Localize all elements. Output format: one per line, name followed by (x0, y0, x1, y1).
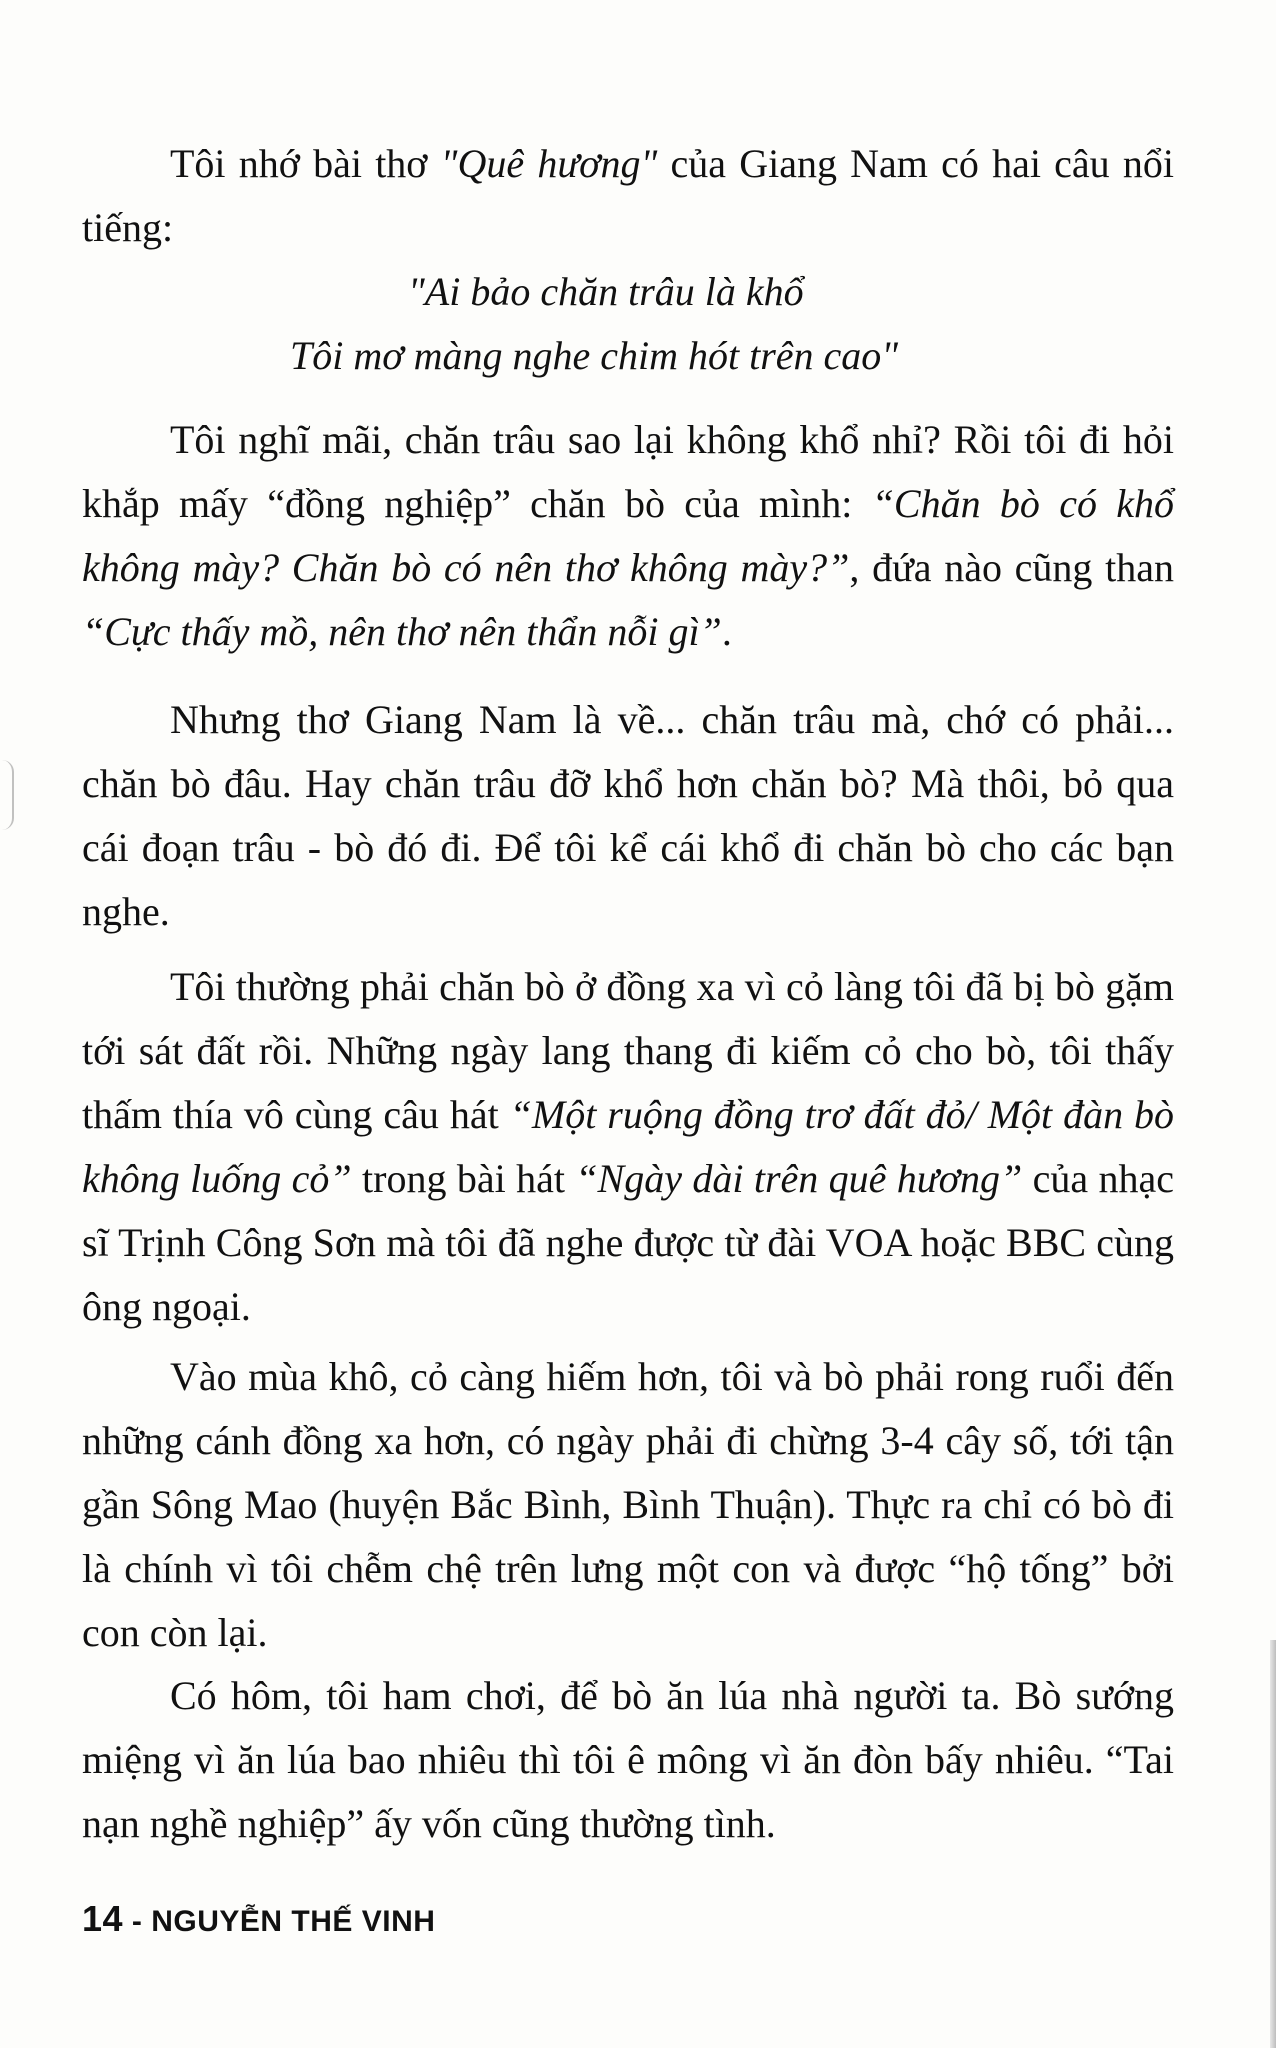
paragraph-5 (82, 1345, 1174, 1665)
paragraph-1-tail: của Giang Nam có hai câu nổi tiếng: (82, 141, 1174, 250)
paragraph-3-text: Nhưng thơ Giang Nam là về... chăn trâu mà, chớ có phải... chăn bò đâu. Hay chăn trâu đỡ khổ hơn chăn bò? Mà thôi, bỏ qua cái đoạn trâu - bò đó đi. Để tôi kể cái khổ đi chăn bò cho các bạn nghe. (82, 697, 1174, 934)
paragraph-6 (82, 1664, 1174, 1856)
poem-title: "Quê hương" (440, 141, 658, 186)
paragraph-4-mid: trong bài hát (351, 1156, 576, 1201)
paragraph-3 (82, 688, 1174, 944)
song-title: “Ngày dài trên quê hương” (575, 1156, 1023, 1201)
page-number: 14 (82, 1898, 124, 1939)
page-edge-mark (2, 760, 14, 830)
paragraph-2 (82, 408, 1174, 664)
page-footer (82, 1898, 435, 1940)
poem-line-1: "Ai bảo chăn trâu là khổ (408, 269, 804, 314)
paragraph-2-end: . (721, 609, 732, 654)
footer-separator: - (123, 1905, 152, 1938)
page-binding-edge (1270, 1640, 1276, 2048)
paragraph-6-text: Có hôm, tôi ham chơi, để bò ăn lúa nhà người ta. Bò sướng miệng vì ăn lúa bao nhiêu thì tôi ê mông vì ăn đòn bấy nhiêu. “Tai nạn nghề nghiệp” ấy vốn cũng thường tình. (82, 1673, 1174, 1846)
paragraph-2-mid: , đứa nào cũng than (849, 545, 1175, 590)
paragraph-2-quote-1: “Chăn bò có khổ không mày? Chăn bò có nên thơ không mày?” (82, 481, 1174, 590)
poem-line-2: Tôi mơ màng nghe chim hót trên cao" (290, 333, 899, 378)
paragraph-5-text: Vào mùa khô, cỏ càng hiếm hơn, tôi và bò phải rong ruổi đến những cánh đồng xa hơn, có ngày phải đi chừng 3-4 cây số, tới tận gần Sông Mao (huyện Bắc Bình, Bình Thuận). Thực ra chỉ có bò đi là chính vì tôi chễm chệ trên lưng một con và được “hộ tống” bởi con còn lại. (82, 1354, 1174, 1655)
paragraph-4-tail: của nhạc sĩ Trịnh Công Sơn mà tôi đã nghe được từ đài VOA hoặc BBC cùng ông ngoại. (82, 1156, 1174, 1329)
footer-author: NGUYỄN THẾ VINH (151, 1905, 436, 1938)
song-lyric-quote: “Một ruộng đồng trơ đất đỏ/ Một đàn bò không luống cỏ” (82, 1092, 1175, 1201)
paragraph-2-quote-2: “Cực thấy mồ, nên thơ nên thẩn nỗi gì” (82, 609, 722, 654)
paragraph-1 (82, 132, 1174, 260)
paragraph-4 (82, 955, 1174, 1339)
paragraph-2-lead: Tôi nghĩ mãi, chăn trâu sao lại không khổ nhỉ? Rồi tôi đi hỏi khắp mấy “đồng nghiệp” chăn bò của mình: (82, 417, 1174, 526)
paragraph-4-lead: Tôi thường phải chăn bò ở đồng xa vì cỏ làng tôi đã bị bò gặm tới sát đất rồi. Những ngày lang thang đi kiếm cỏ cho bò, tôi thấy thấm thía vô cùng câu hát (82, 964, 1174, 1137)
paragraph-1-lead: Tôi nhớ bài thơ (170, 141, 441, 186)
